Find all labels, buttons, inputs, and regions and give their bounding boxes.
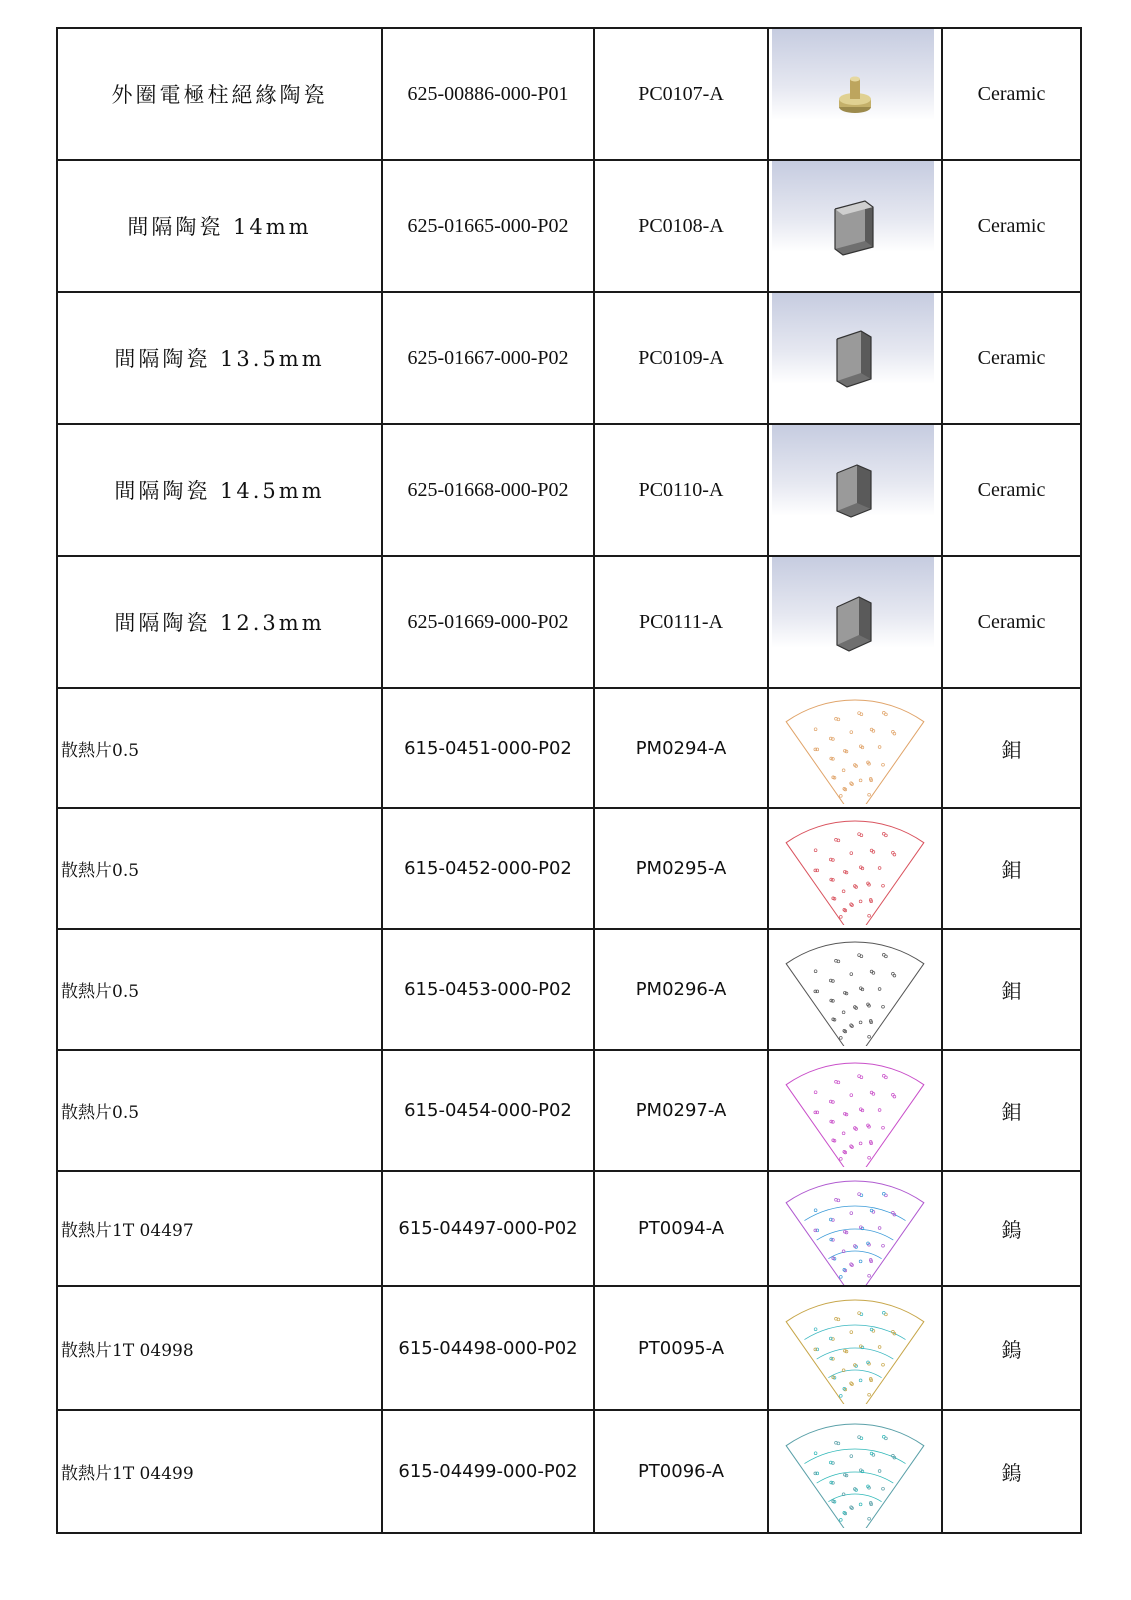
material: 鉬 [942,808,1081,929]
heat-sink-drawing-icon [772,692,938,804]
heat-sink-drawing-icon [772,934,938,1046]
table-row [57,808,1081,929]
material: 鉬 [942,929,1081,1050]
ceramic-block-icon [825,325,885,391]
part-number: 615-04499-000-P02 [382,1410,594,1533]
part-name: 散熱片1T 04497 [57,1171,382,1286]
part-image [768,292,942,424]
table-row [57,28,1081,160]
heat-sink-drawing-icon [772,1173,938,1285]
part-name: 外圈電極柱絕緣陶瓷 [57,28,382,160]
part-image [768,160,942,292]
part-image [768,1171,942,1286]
part-image [768,1410,942,1533]
part-number: 615-0453-000-P02 [382,929,594,1050]
part-code: PC0111-A [594,556,768,688]
heat-sink-drawing-icon [772,1055,938,1167]
ceramic-block-icon [825,457,885,523]
part-image [768,424,942,556]
part-number: 615-04498-000-P02 [382,1286,594,1410]
part-number: 615-0451-000-P02 [382,688,594,808]
part-name: 散熱片1T 04499 [57,1410,382,1533]
part-code: PM0295-A [594,808,768,929]
table-row [57,929,1081,1050]
part-number: 625-00886-000-P01 [382,28,594,160]
material: 鎢 [942,1286,1081,1410]
part-name: 散熱片0.5 [57,929,382,1050]
material: 鎢 [942,1171,1081,1286]
table-row [57,1286,1081,1410]
part-image [768,28,942,160]
material: 鉬 [942,688,1081,808]
part-number: 615-0452-000-P02 [382,808,594,929]
material: 鉬 [942,1050,1081,1171]
ceramic-block-icon [825,589,885,655]
table-row [57,424,1081,556]
part-code: PC0107-A [594,28,768,160]
part-image [768,1286,942,1410]
part-name: 散熱片0.5 [57,1050,382,1171]
table-row [57,556,1081,688]
part-name: 散熱片0.5 [57,808,382,929]
part-code: PM0296-A [594,929,768,1050]
material: Ceramic [942,292,1081,424]
part-image [768,808,942,929]
part-name: 間隔陶瓷 12.3mm [57,556,382,688]
part-image [768,556,942,688]
material: 鎢 [942,1410,1081,1533]
part-name: 散熱片0.5 [57,688,382,808]
material: Ceramic [942,160,1081,292]
part-number: 625-01665-000-P02 [382,160,594,292]
part-image [768,929,942,1050]
part-code: PC0108-A [594,160,768,292]
table-row [57,1050,1081,1171]
ceramic-block-icon [825,193,885,259]
part-number: 625-01669-000-P02 [382,556,594,688]
part-code: PT0095-A [594,1286,768,1410]
part-code: PM0297-A [594,1050,768,1171]
part-image [768,688,942,808]
part-name: 散熱片1T 04998 [57,1286,382,1410]
table-row [57,1171,1081,1286]
table-row [57,688,1081,808]
material: Ceramic [942,28,1081,160]
part-code: PC0109-A [594,292,768,424]
heat-sink-drawing-icon [772,1292,938,1404]
part-name: 間隔陶瓷 13.5mm [57,292,382,424]
part-image [768,1050,942,1171]
material: Ceramic [942,556,1081,688]
ceramic-pin-icon [825,69,885,119]
part-code: PC0110-A [594,424,768,556]
table-row [57,292,1081,424]
part-name: 間隔陶瓷 14mm [57,160,382,292]
part-number: 625-01668-000-P02 [382,424,594,556]
material: Ceramic [942,424,1081,556]
parts-table [56,27,1082,1534]
table-row [57,1410,1081,1533]
heat-sink-drawing-icon [772,1416,938,1528]
part-number: 615-04497-000-P02 [382,1171,594,1286]
part-name: 間隔陶瓷 14.5mm [57,424,382,556]
part-number: 625-01667-000-P02 [382,292,594,424]
part-code: PT0094-A [594,1171,768,1286]
table-row [57,160,1081,292]
part-code: PM0294-A [594,688,768,808]
heat-sink-drawing-icon [772,813,938,925]
part-number: 615-0454-000-P02 [382,1050,594,1171]
part-code: PT0096-A [594,1410,768,1533]
